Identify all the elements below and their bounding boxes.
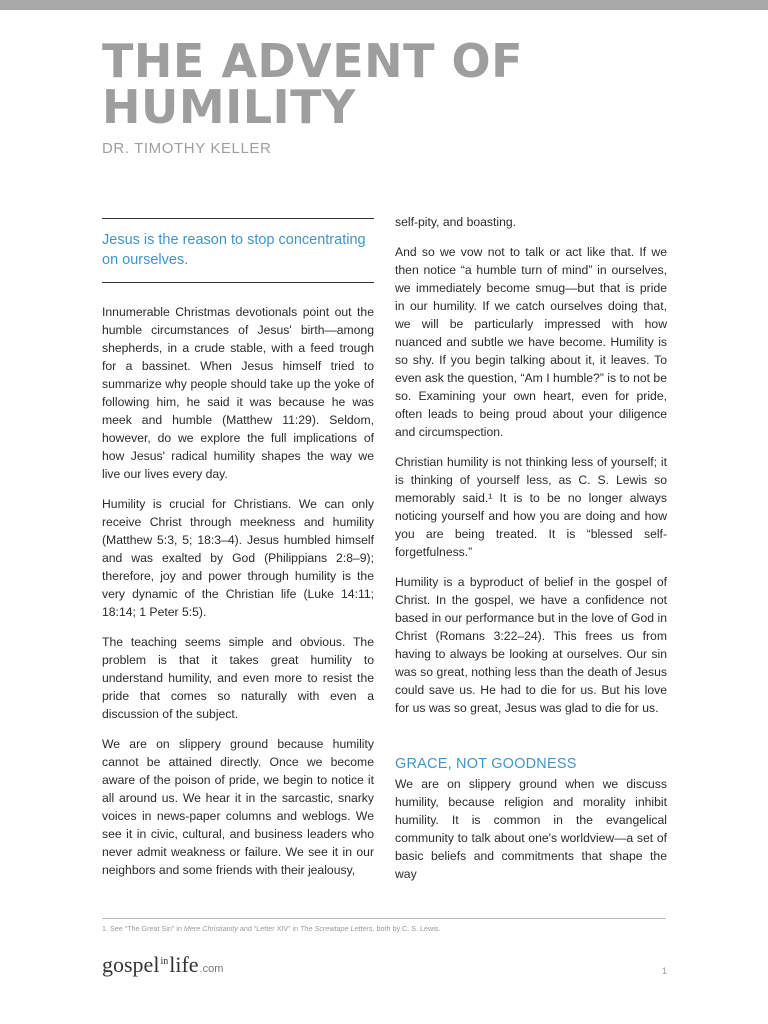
body-paragraph: Humility is a byproduct of belief in the gospel of Christ. In the gospel, we have a confidence not based in our performance but in the love of God in Christ (Romans 3:22–24). This frees us from having to always be looking at ourselves. Our sin was so great, nothing less than the death of Jesus could save us. He had to die for us. But his love for us was so great, Jesus was glad to die for us. — [395, 575, 667, 715]
page-number: 1 — [662, 966, 668, 976]
logo-life: life — [169, 952, 199, 977]
title-line-2: HUMILITY — [102, 80, 356, 134]
gospel-in-life-logo — [102, 952, 223, 978]
footnote-book-title: Mere Christianity — [183, 924, 238, 933]
footnote-text: 1. See “The Great Sin” in — [102, 924, 184, 933]
body-paragraph: We are on slippery ground because humility cannot be attained directly. Once we become aware of the poison of pride, we begin to notice it all around us. We hear it in the sarcastic, snarky voices in news-paper columns and weblogs. We see it in civic, cultural, and business leaders who never admit weakness or failure. We see it in our neighbors and some friends with their jealousy, — [102, 737, 374, 877]
body-paragraph: Christian humility is not thinking less of yourself; it is thinking of yourself less, as C. S. Lewis so memorably said.¹ It is to be no longer always noticing yourself and how you are doing and how you are being treated. It is “blessed self-forgetfulness.” — [395, 455, 667, 559]
footnote — [102, 924, 440, 933]
logo-in: in — [160, 956, 169, 967]
body-paragraph: Humility is crucial for Christians. We can only receive Christ through meekness and humility (Matthew 5:3, 5; 18:3–4). Jesus humbled himself and was exalted by God (Philippians 2:8–9); therefore, joy and power through humility is the very dynamic of the Christian life (Luke 14:11; 18:14; 1 Peter 5:5). — [102, 497, 374, 619]
author-name: DR. TIMOTHY KELLER — [102, 140, 272, 157]
logo-domain: .com — [199, 963, 224, 975]
body-paragraph: The teaching seems simple and obvious. The problem is that it takes great humility to understand humility, and even more to resist the pride that comes so naturally with even a discussion of the subject. — [102, 635, 374, 721]
page-title — [102, 34, 524, 134]
body-paragraph: self-pity, and boasting. — [395, 215, 517, 229]
logo-gospel: gospel — [102, 952, 160, 977]
top-bar — [0, 0, 768, 10]
right-column — [395, 213, 667, 895]
footnote-text: and “Letter XIV” in — [237, 924, 301, 933]
footnote-book-title: The Screwtape Letters — [300, 924, 373, 933]
body-paragraph: And so we vow not to talk or act like that. If we then notice “a humble turn of mind” in ourselves, we immediately become smug—but that is pride in our humility. If we catch ourselves doing that, we will be particularly impressed with how nuanced and subtle we have become. Humility is so shy. If you begin talking about it, it leaves. To even ask the question, “Am I humble?” is to not be so. Examining your own heart, even for pride, often leads to being proud about your diligence and circumspection. — [395, 245, 667, 439]
title-line-1: THE ADVENT OF — [102, 34, 524, 88]
section-heading: GRACE, NOT GOODNESS — [395, 756, 577, 772]
pullquote: Jesus is the reason to stop concentrating on ourselves. — [102, 218, 374, 283]
body-paragraph: Innumerable Christmas devotionals point out the humble circumstances of Jesus' birth—among shepherds, in a crude stable, with a feed trough for a bassinet. When Jesus himself tried to summarize why people should take up the yoke of following him, he said it was because he was meek and humble (Matthew 11:29). Seldom, however, do we explore the full implications of how Jesus' radical humility shapes the way we live our lives every day. — [102, 305, 374, 481]
footnote-divider — [102, 918, 666, 919]
footnote-text: , both by C. S. Lewis. — [372, 924, 441, 933]
left-column — [102, 218, 374, 891]
body-paragraph: We are on slippery ground when we discuss humility, because religion and morality inhibit humility. It is common in the evangelical community to talk about one's worldview—a set of basic beliefs and commitments that shape the way — [395, 777, 667, 881]
